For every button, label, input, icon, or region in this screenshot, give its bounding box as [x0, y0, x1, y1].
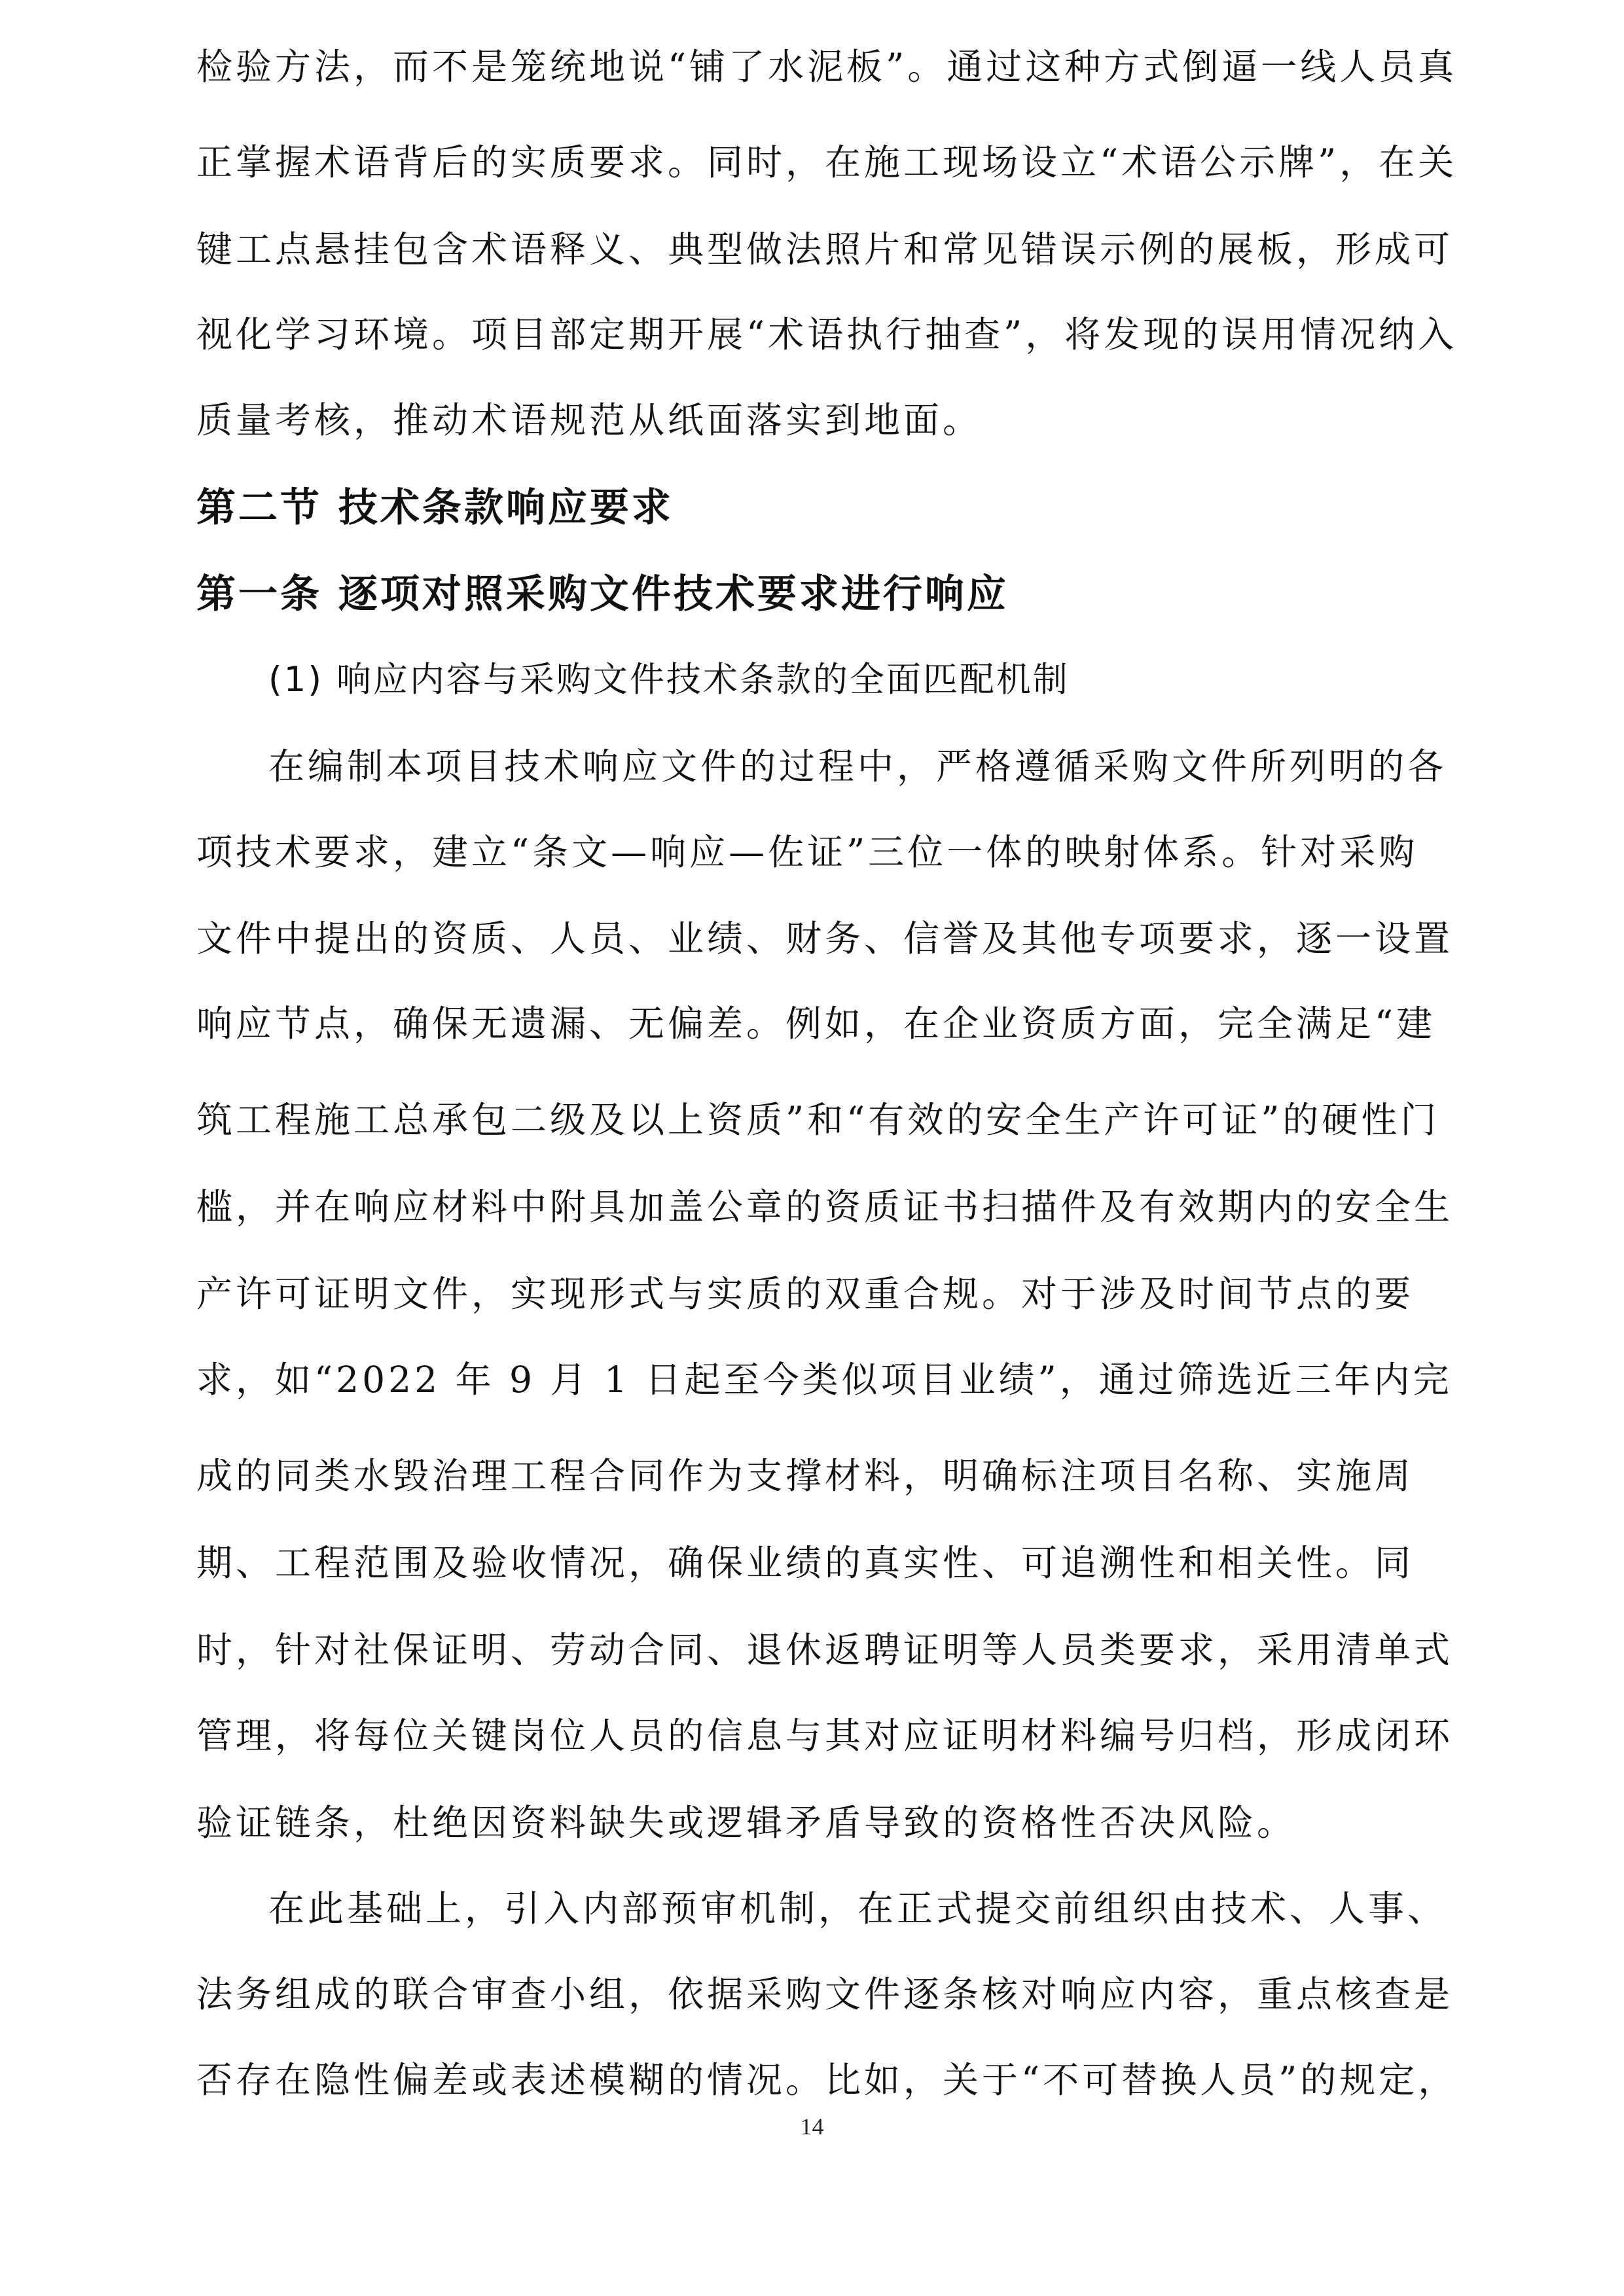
- body-text-line: 文件中提出的资质、人员、业绩、财务、信誉及其他专项要求，逐一设置: [196, 918, 1454, 960]
- body-text-line: 在编制本项目技术响应文件的过程中，严格遵循采购文件所列明的各: [268, 745, 1447, 787]
- body-text-line: 槛，并在响应材料中附具加盖公章的资质证书扫描件及有效期内的安全生: [196, 1186, 1454, 1228]
- body-text-line: 成的同类水毁治理工程合同作为支撑材料，明确标注项目名称、实施周: [196, 1455, 1415, 1497]
- subheading: (1) 响应内容与采购文件技术条款的全面匹配机制: [268, 660, 1070, 700]
- body-text-line: 视化学习环境。项目部定期开展“术语执行抽查”，将发现的误用情况纳入: [196, 314, 1458, 355]
- body-text-line: 管理，将每位关键岗位人员的信息与其对应证明材料编号归档，形成闭环: [196, 1715, 1454, 1757]
- body-text-line: 项技术要求，建立“条文—响应—佐证”三位一体的映射体系。针对采购: [196, 831, 1418, 873]
- body-text-line: 响应节点，确保无遗漏、无偏差。例如，在企业资质方面，完全满足“建: [196, 1003, 1436, 1045]
- body-text-line: 筑工程施工总承包二级及以上资质”和“有效的安全生产许可证”的硬性门: [196, 1099, 1440, 1141]
- body-text-line: 产许可证明文件，实现形式与实质的双重合规。对于涉及时间节点的要: [196, 1273, 1415, 1315]
- article-title: 第一条 逐项对照采购文件技术要求进行响应: [196, 571, 1009, 617]
- body-text-line: 否存在隐性偏差或表述模糊的情况。比如，关于“不可替换人员”的规定，: [196, 2059, 1458, 2101]
- page-number: 14: [800, 2113, 824, 2140]
- body-text-line: 正掌握术语背后的实质要求。同时，在施工现场设立“术语公示牌”，在关: [196, 141, 1458, 183]
- body-text-line: 求，如“2022 年 9 月 1 日起至今类似项目业绩”，通过筛选近三年内完: [196, 1359, 1453, 1401]
- body-text-line: 验证链条，杜绝因资料缺失或逻辑矛盾导致的资格性否决风险。: [196, 1802, 1297, 1844]
- body-text-line: 在此基础上，引入内部预审机制，在正式提交前组织由技术、人事、: [268, 1888, 1447, 1929]
- section-title: 第二节 技术条款响应要求: [196, 485, 674, 531]
- body-text-line: 期、工程范围及验收情况，确保业绩的真实性、可追溯性和相关性。同: [196, 1542, 1415, 1584]
- body-text-line: 键工点悬挂包含术语释义、典型做法照片和常见错误示例的展板，形成可: [196, 228, 1454, 270]
- body-text-line: 检验方法，而不是笼统地说“铺了水泥板”。通过这种方式倒逼一线人员真: [196, 46, 1458, 88]
- body-text-line: 质量考核，推动术语规范从纸面落实到地面。: [196, 399, 983, 441]
- body-text-line: 法务组成的联合审查小组，依据采购文件逐条核对响应内容，重点核查是: [196, 1973, 1454, 2015]
- body-text-line: 时，针对社保证明、劳动合同、退休返聘证明等人员类要求，采用清单式: [196, 1629, 1454, 1671]
